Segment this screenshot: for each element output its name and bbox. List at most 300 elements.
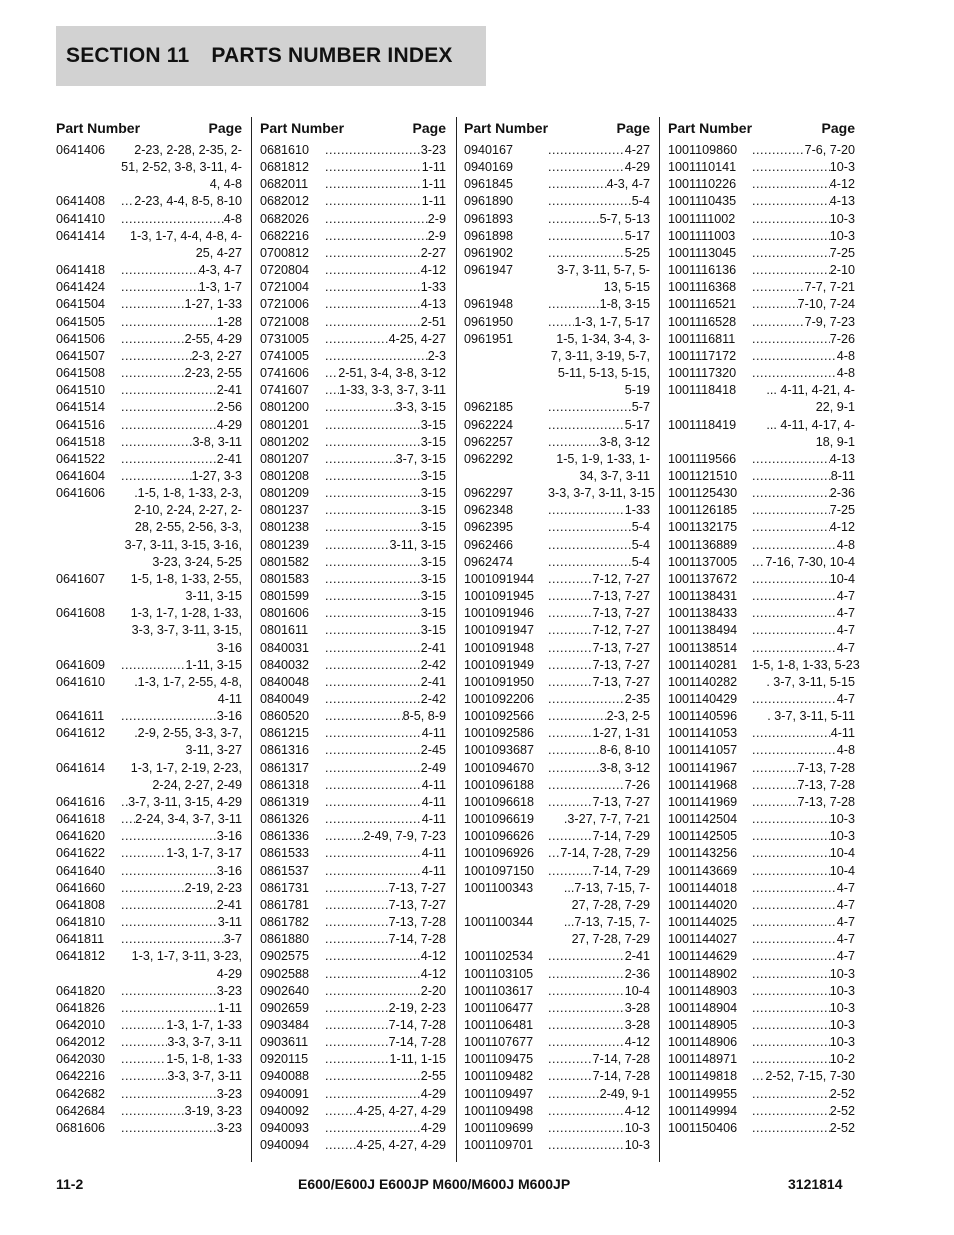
index-entry	[668, 348, 855, 365]
dot-leader	[548, 1068, 593, 1085]
part-number: 0741005	[260, 348, 310, 363]
page-reference	[548, 588, 650, 605]
page-numbers: 3-11, 3-15	[389, 537, 446, 552]
page-reference	[752, 1120, 855, 1137]
index-entry	[668, 211, 855, 228]
part-number: 1001141057	[668, 743, 738, 758]
page-reference	[325, 931, 446, 948]
part-number: 0721006	[260, 297, 310, 312]
part-number: 0641516	[56, 417, 106, 432]
page-reference	[325, 331, 446, 348]
page-numbers: 4-11	[421, 863, 446, 878]
page-references: 1-5, 1-9, 1-33, 1-34, 3-7, 3-11	[556, 451, 650, 483]
index-entry	[260, 434, 446, 451]
page-numbers: 4-7	[836, 915, 855, 930]
dot-leader	[325, 468, 421, 485]
page-reference	[325, 193, 446, 210]
dot-leader	[325, 211, 428, 228]
part-number: 0903611	[260, 1035, 309, 1050]
page-reference	[752, 1017, 855, 1034]
page-reference	[121, 1120, 242, 1137]
dot-leader	[121, 1017, 166, 1034]
part-number-header: Part Number	[464, 120, 549, 136]
part-number: 1001096619	[464, 812, 535, 827]
page-reference	[325, 1051, 446, 1068]
page-numbers: 3-16	[216, 709, 242, 724]
part-number: 1001094670	[464, 760, 535, 775]
index-entry	[668, 502, 855, 519]
page-reference	[325, 725, 446, 742]
page-reference	[752, 983, 855, 1000]
page-reference	[325, 640, 446, 657]
dot-leader	[752, 863, 830, 880]
page-numbers: 4-11	[421, 812, 446, 827]
page-reference	[548, 760, 650, 777]
index-entry	[668, 948, 855, 965]
page-numbers: 7-14, 7-28	[592, 1069, 650, 1084]
index-entry	[56, 1086, 242, 1103]
page-reference	[121, 348, 242, 365]
page-numbers: 4-29	[420, 1086, 446, 1101]
page-references: .1-3, 1-7, 2-55, 4-8, 4-11	[134, 674, 242, 706]
page-reference	[121, 1017, 242, 1034]
part-number: 1001091945	[464, 589, 535, 604]
index-entry	[464, 1103, 650, 1120]
page-reference	[325, 399, 446, 416]
page-references: .3-27, 7-7, 7-21	[563, 812, 650, 827]
page-reference	[752, 622, 855, 639]
page-numbers: 3-15	[420, 589, 446, 604]
page-references: 2-23, 2-28, 2-35, 2-51, 2-52, 3-8, 3-11, 4-4, 4-8	[121, 143, 242, 192]
part-number: 0902588	[260, 966, 310, 981]
page-numbers: 7-13, 7-27	[592, 606, 650, 621]
page-numbers: 7-14, 7-28	[388, 1017, 446, 1032]
index-entry	[260, 228, 446, 245]
index-entry	[56, 725, 242, 759]
index-entry	[668, 365, 855, 382]
part-number: 1001144025	[668, 915, 738, 930]
page-numbers: 2-10	[829, 263, 855, 278]
dot-leader	[325, 417, 421, 434]
dot-leader	[121, 417, 217, 434]
part-number: 1001106481	[464, 1017, 534, 1032]
page-numbers: 2-49, 9-1	[599, 1086, 650, 1101]
index-entry	[56, 674, 242, 708]
page-reference	[121, 296, 242, 313]
part-number: 0961902	[464, 245, 514, 260]
page-numbers: 3-15	[420, 554, 446, 569]
part-number: 1001136889	[668, 537, 738, 552]
part-number: 0902659	[260, 1000, 310, 1015]
part-number: 0641507	[56, 348, 106, 363]
page-numbers: 1-3, 1-7	[198, 280, 242, 295]
part-number: 0801237	[260, 503, 310, 518]
part-number: 1001142504	[668, 812, 738, 827]
part-number: 0962466	[464, 537, 514, 552]
page-reference	[752, 519, 855, 536]
dot-leader	[548, 502, 625, 519]
part-number: 0641410	[56, 211, 106, 226]
index-entry	[464, 1137, 650, 1154]
page-reference	[548, 1137, 650, 1154]
page-reference	[752, 1000, 855, 1017]
page-numbers: 7-12, 7-27	[592, 623, 650, 638]
dot-leader	[121, 262, 199, 279]
part-number: 0642682	[56, 1086, 106, 1101]
part-number: 0641418	[56, 263, 106, 278]
dot-leader	[325, 159, 422, 176]
dot-leader	[548, 193, 632, 210]
page-numbers: 2-3, 2-27	[191, 348, 242, 363]
page-numbers: 2-52	[829, 1086, 855, 1101]
page-reference	[752, 176, 855, 193]
dot-leader	[752, 622, 837, 639]
index-entry	[260, 1068, 446, 1085]
index-entry	[56, 365, 242, 382]
part-number: 0741606	[260, 366, 310, 381]
page-numbers: 1-27, 1-33	[184, 297, 242, 312]
page-numbers: 1-5, 1-8, 1-33, 5-23	[752, 657, 860, 672]
dot-leader	[752, 1086, 830, 1103]
page-reference	[325, 622, 446, 639]
index-entry	[668, 605, 855, 622]
part-number: 0962395	[464, 520, 514, 535]
part-number: 0962348	[464, 503, 514, 518]
dot-leader	[121, 1086, 217, 1103]
part-number: 1001109498	[464, 1103, 534, 1118]
page-reference	[548, 742, 650, 759]
index-entry	[260, 554, 446, 571]
part-number: 1001144629	[668, 949, 738, 964]
page-numbers: 3-16	[216, 863, 242, 878]
part-number: 0801239	[260, 537, 310, 552]
page-references: ...7-13, 7-15, 7-27, 7-28, 7-29	[563, 915, 650, 947]
dot-leader	[548, 159, 625, 176]
page-numbers: 10-4	[829, 846, 855, 861]
dot-leader	[752, 931, 837, 948]
part-number: 1001100344	[464, 915, 534, 930]
page-numbers: 10-3	[829, 160, 855, 175]
page-numbers: 5-4	[631, 520, 650, 535]
page-reference	[752, 845, 855, 862]
part-number: 0641606	[56, 486, 106, 501]
dot-leader	[325, 1137, 356, 1154]
index-entry	[668, 863, 855, 880]
part-number: 1001091946	[464, 606, 535, 621]
dot-leader	[548, 640, 593, 657]
dot-leader	[325, 828, 363, 845]
page-reference	[325, 863, 446, 880]
dot-leader	[548, 537, 632, 554]
index-entry	[668, 1068, 855, 1085]
dot-leader	[548, 296, 600, 313]
page-numbers: 7-13, 7-28	[797, 794, 855, 809]
page-reference	[325, 914, 446, 931]
index-entry	[464, 142, 650, 159]
page-numbers: 10-3	[829, 812, 855, 827]
page-reference	[752, 502, 855, 519]
page-reference	[325, 279, 446, 296]
part-number: 0940169	[464, 160, 514, 175]
page-reference	[121, 211, 242, 228]
page-reference	[548, 657, 650, 674]
dot-leader	[121, 657, 186, 674]
page-reference	[325, 245, 446, 262]
index-entry	[56, 468, 242, 485]
index-entry	[260, 1000, 446, 1017]
dot-leader	[548, 554, 632, 571]
index-entry	[260, 176, 446, 193]
page-numbers: 7-25	[829, 503, 855, 518]
page-numbers: 1-3, 1-7, 1-33	[166, 1017, 242, 1032]
part-number: 1001144020	[668, 897, 738, 912]
page-reference	[325, 760, 446, 777]
index-entry	[260, 142, 446, 159]
dot-leader	[752, 245, 830, 262]
page-numbers: 2-41	[216, 897, 242, 912]
dot-leader	[325, 794, 422, 811]
part-number: 1001091949	[464, 657, 535, 672]
dot-leader	[325, 399, 396, 416]
dot-leader	[121, 314, 217, 331]
page-reference	[325, 1000, 446, 1017]
index-entry	[668, 794, 855, 811]
index-entry	[464, 828, 650, 845]
dot-leader	[752, 176, 830, 193]
index-entry	[260, 365, 446, 382]
dot-leader	[121, 880, 185, 897]
dot-leader	[548, 1034, 625, 1051]
index-entry	[464, 399, 650, 416]
page-reference	[325, 176, 446, 193]
part-number: 0940088	[260, 1069, 310, 1084]
part-number: 1001126185	[668, 503, 738, 518]
page-numbers: 2-56	[216, 400, 242, 415]
column-divider	[659, 117, 660, 1162]
page-reference	[325, 434, 446, 451]
index-entry	[464, 434, 650, 451]
part-number-header: Part Number	[668, 120, 753, 136]
page-reference	[325, 811, 446, 828]
part-number: 1001113045	[668, 245, 737, 260]
index-entry	[464, 794, 650, 811]
page-numbers: 4-25, 4-27, 4-29	[356, 1103, 446, 1118]
dot-leader	[752, 519, 830, 536]
page-numbers: 3-15	[420, 606, 446, 621]
page-numbers: 4-11	[421, 726, 446, 741]
page-reference	[121, 811, 242, 828]
page-reference	[548, 159, 650, 176]
dot-leader	[325, 742, 421, 759]
page-numbers: 3-28	[624, 1017, 650, 1032]
part-number: 0962474	[464, 554, 514, 569]
part-number: 1001121510	[668, 468, 738, 483]
page-reference	[548, 828, 650, 845]
dot-leader	[325, 314, 421, 331]
dot-leader	[752, 725, 831, 742]
dot-leader	[121, 296, 185, 313]
page-numbers: 7-14, 7-28	[388, 932, 446, 947]
part-number: 0860520	[260, 709, 310, 724]
part-number: 1001111003	[668, 228, 736, 243]
index-entry	[56, 193, 242, 210]
page-reference	[121, 279, 242, 296]
page-reference	[325, 657, 446, 674]
page-reference	[752, 314, 855, 331]
page-reference	[548, 691, 650, 708]
page-numbers: 3-8, 3-11	[192, 434, 242, 449]
page-numbers: 4-8	[836, 743, 855, 758]
page-reference	[325, 742, 446, 759]
page-reference	[325, 262, 446, 279]
page-reference	[325, 708, 446, 725]
page-references: 1-3, 1-7, 4-4, 4-8, 4-25, 4-27	[130, 228, 242, 260]
page-reference	[548, 1103, 650, 1120]
index-entry	[260, 914, 446, 931]
page-reference	[325, 983, 446, 1000]
dot-leader	[325, 931, 389, 948]
page-reference	[752, 725, 855, 742]
page-header: Page	[821, 120, 855, 136]
dot-leader	[752, 1103, 830, 1120]
page-reference	[548, 245, 650, 262]
dot-leader	[752, 948, 837, 965]
page-reference	[548, 605, 650, 622]
dot-leader	[121, 794, 128, 811]
page-reference	[548, 794, 650, 811]
part-number: 0801209	[260, 486, 310, 501]
part-number: 0641608	[56, 606, 106, 621]
part-number: 0682216	[260, 228, 310, 243]
part-number: 0801201	[260, 417, 310, 432]
page-numbers: 1-5, 1-8, 1-33	[166, 1052, 242, 1067]
index-entry	[260, 588, 446, 605]
page-numbers: 2-55	[420, 1069, 446, 1084]
page-reference	[752, 365, 855, 382]
page-numbers: 7-13, 7-27	[592, 674, 650, 689]
page-reference	[548, 863, 650, 880]
page-numbers: 1-11, 1-15	[389, 1052, 446, 1067]
part-number: 0801583	[260, 571, 310, 586]
part-number: 1001096626	[464, 829, 535, 844]
dot-leader	[548, 417, 625, 434]
part-number: 0920115	[260, 1052, 309, 1067]
page-reference	[548, 537, 650, 554]
page-reference	[548, 983, 650, 1000]
index-entry	[260, 399, 446, 416]
page-references: ... 4-11, 4-21, 4-22, 9-1	[766, 383, 855, 415]
dot-leader	[752, 211, 830, 228]
dot-leader	[325, 897, 389, 914]
index-entry	[56, 914, 242, 931]
index-entry	[56, 845, 242, 862]
page-reference	[121, 1051, 242, 1068]
part-number: 1001141968	[668, 777, 738, 792]
dot-leader	[548, 245, 625, 262]
index-entry	[56, 863, 242, 880]
part-number: 0940093	[260, 1120, 310, 1135]
part-number: 0902575	[260, 949, 310, 964]
index-entry	[56, 811, 242, 828]
dot-leader	[121, 1103, 185, 1120]
dot-leader	[548, 1000, 625, 1017]
page-reference	[325, 605, 446, 622]
page-reference	[325, 502, 446, 519]
page-reference	[752, 1034, 855, 1051]
index-entry	[464, 331, 650, 400]
part-number: 1001149955	[668, 1086, 738, 1101]
part-number: 1001141969	[668, 794, 738, 809]
index-entry	[668, 537, 855, 554]
page-references: 3-7, 3-11, 5-7, 5-13, 5-15	[557, 263, 650, 295]
page-reference	[548, 948, 650, 965]
index-entry	[260, 845, 446, 862]
part-number: 0642030	[56, 1052, 106, 1067]
page-reference	[325, 537, 446, 554]
index-entry	[56, 948, 242, 982]
part-number: 1001132175	[668, 520, 738, 535]
page-numbers: 4-12	[829, 177, 855, 192]
index-entry	[260, 622, 446, 639]
page-numbers: 2-41	[624, 949, 650, 964]
dot-leader	[121, 1051, 166, 1068]
index-entry	[668, 691, 855, 708]
part-number: 0861319	[260, 794, 310, 809]
dot-leader	[325, 777, 422, 794]
page-reference	[548, 674, 650, 691]
page-numbers: 2-19, 2-23	[184, 880, 242, 895]
part-number: 1001148905	[668, 1017, 738, 1032]
page-references: . 3-7, 3-11, 5-11	[767, 709, 855, 724]
dot-leader	[752, 228, 830, 245]
page-numbers: 3-16	[216, 829, 242, 844]
index-entry	[56, 571, 242, 605]
index-entry	[668, 983, 855, 1000]
index-entry	[260, 159, 446, 176]
page-numbers: 2-51, 3-4, 3-8, 3-12	[338, 366, 446, 381]
part-number: 0731005	[260, 331, 310, 346]
index-entry	[56, 931, 242, 948]
dot-leader	[121, 1068, 167, 1085]
index-entry	[464, 1051, 650, 1068]
dot-leader	[325, 1086, 421, 1103]
index-entry	[260, 382, 446, 399]
index-entry	[668, 1086, 855, 1103]
index-entry	[260, 691, 446, 708]
page-reference	[325, 777, 446, 794]
page-numbers: 3-3, 3-7, 3-11	[167, 1069, 242, 1084]
page-reference	[752, 245, 855, 262]
part-number: 1001109475	[464, 1052, 534, 1067]
dot-leader	[752, 880, 837, 897]
page-reference	[548, 708, 650, 725]
part-number: 0801208	[260, 468, 310, 483]
part-number: 0641518	[56, 434, 106, 449]
part-number: 1001140596	[668, 709, 738, 724]
part-number: 0642216	[56, 1069, 106, 1084]
part-number: 1001119566	[668, 451, 737, 466]
dot-leader	[325, 760, 421, 777]
index-entry	[464, 417, 650, 434]
page-numbers: 4-7	[836, 589, 855, 604]
dot-leader	[548, 760, 600, 777]
dot-leader	[548, 983, 625, 1000]
dot-leader	[548, 845, 560, 862]
page-numbers: 7-13, 7-28	[388, 915, 446, 930]
dot-leader	[325, 193, 422, 210]
page-numbers: 2-55, 4-29	[184, 331, 242, 346]
page-reference	[752, 211, 855, 228]
